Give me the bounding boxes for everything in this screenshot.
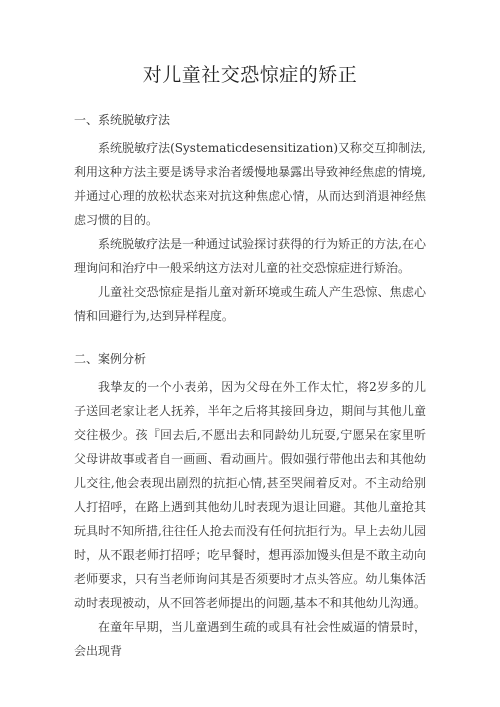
paragraph: 系统脱敏疗法是一种通过试验探讨获得的行为矫正的方法,在心理询问和治疗中一般采纳这方法对儿童的社交恐惊症进行矫治。 (74, 237, 426, 275)
section-heading-case-analysis: 二、案例分析 (74, 352, 147, 366)
paragraph: 系统脱敏疗法(Systematicdesensitization)又称交互抑制法,利用这种方法主要是诱导求治者缓慢地暴露出导致神经焦虑的情境,并通过心理的放松状态来对抗这种焦虑心情，从而达到消退神经焦虑习惯的目的。 (74, 141, 426, 227)
paragraph: 我挚友的一个小表弟，因为父母在外工作太忙，将2岁多的儿子送回老家让老人抚养，半年之后将其接回身边，期间与其他儿童交往极少。孩『回去后,不愿出去和同龄幼儿玩耍,宁愿呆在家里听父母讲故事或者自一画画、看动画片。假如强行带他出去和其他幼儿交往,他会表现出剧烈的抗拒心情,甚至哭闹着反对。不主动给别人打招呼，在路上遇到其他幼儿时表现为退让回避。其他儿童抢其玩具时不知所措,往往任人抢去而没有任何抗拒行为。早上去幼儿园时，从不跟老师打招呼；吃早餐时，想再添加馒头但是不敢主动向老师要求，只有当老师询问其是否须要时才点头答应。幼儿集体活动时表现被动，从不回答老师提出的问题,基本不和其他幼儿沟通。 (74, 380, 426, 610)
paragraph: 儿童社交恐惊症是指儿童对新环境或生疏人产生恐惊、焦虑心情和回避行为,达到异样程度。 (74, 285, 426, 323)
document-title: 对儿童社交恐惊症的矫正 (142, 64, 358, 86)
paragraph: 在童年早期，当儿童遇到生疏的或具有社会性威逼的情景时，会出现背 (74, 620, 426, 658)
section-heading-systematic-desensitization: 一、系统脱敏疗法 (74, 113, 171, 127)
section-spacer (74, 328, 426, 350)
